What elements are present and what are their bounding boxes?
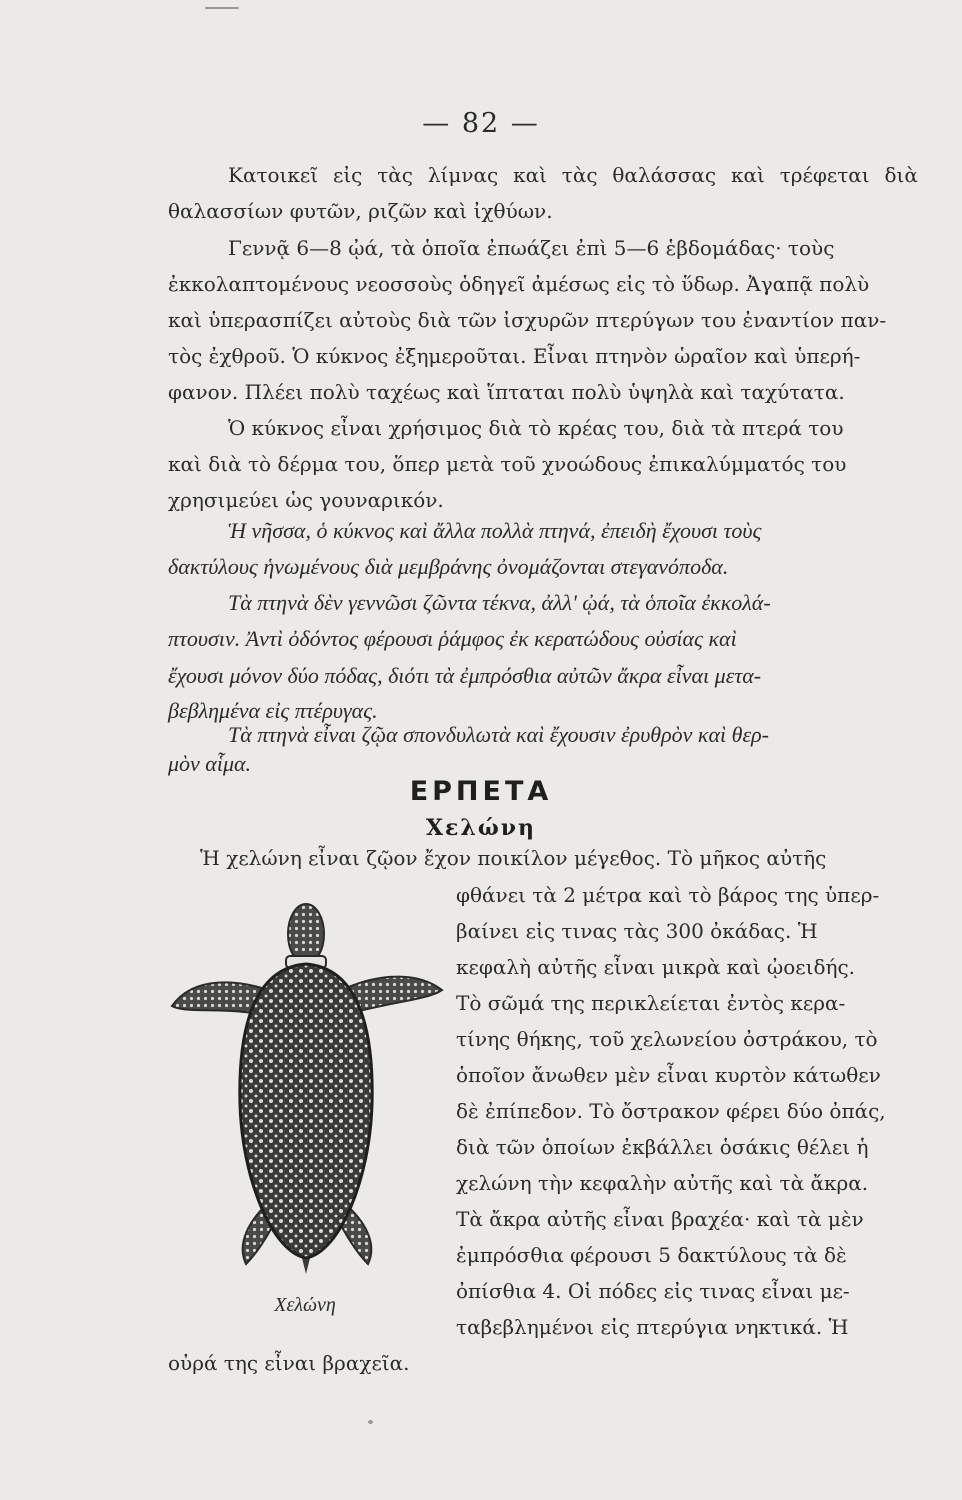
subsection-title: Χελώνη xyxy=(425,815,537,841)
italic-line: ἔχουσι μόνον δύο πόδας, διότι τὰ ἐμπρόσθια αὐτῶν ἄκρα εἶναι μετα- xyxy=(168,663,762,688)
section-title: ΕΡΠΕΤΑ xyxy=(409,776,553,807)
italic-line: μὸν αἷμα. xyxy=(168,751,252,776)
turtle-text-line: κεφαλὴ αὐτῆς εἶναι μικρὰ καὶ ᾠοειδής. xyxy=(456,955,856,979)
turtle-text-line: ὁποῖον ἄνωθεν μὲν εἶναι κυρτὸν κάτωθεν xyxy=(456,1063,881,1087)
turtle-text-line: Τὸ σῶμά της περικλείεται ἐντὸς κερα- xyxy=(456,991,846,1015)
scan-mark xyxy=(205,7,239,9)
paragraph-line: Ὁ κύκνος εἶναι χρήσιμος διὰ τὸ κρέας του, διὰ τὰ πτερά του xyxy=(228,416,844,440)
turtle-text-line: Τὰ ἄκρα αὐτῆς εἶναι βραχέα· καὶ τὰ μὲν xyxy=(456,1207,864,1231)
italic-line: δακτύλους ἡνωμένους διὰ μεμβράνης ὀνομάζονται στεγανόποδα. xyxy=(168,554,729,579)
paragraph-line: ἐκκολαπτομένους νεοσσοὺς ὁδηγεῖ ἀμέσως εἰς τὸ ὕδωρ. Ἀγαπᾷ πολὺ xyxy=(168,272,870,296)
paragraph-line: τὸς ἐχθροῦ. Ὁ κύκνος ἐξημεροῦται. Εἶναι πτηνὸν ὡραῖον καὶ ὑπερή- xyxy=(168,344,861,368)
paragraph-line: χρησιμεύει ὡς γουναρικόν. xyxy=(168,488,444,512)
paragraph-line: καὶ ὑπερασπίζει αὐτοὺς διὰ τῶν ἰσχυρῶν πτερύγων του ἐναντίον παν- xyxy=(168,308,887,332)
paragraph-line: Κατοικεῖ εἰς τὰς λίμνας καὶ τὰς θαλάσσας καὶ τρέφεται διὰ xyxy=(228,163,918,187)
scan-speck xyxy=(368,1420,373,1424)
turtle-text-line: διὰ τῶν ὁποίων ἐκβάλλει ὁσάκις θέλει ἡ xyxy=(456,1135,869,1159)
turtle-text-line: ὀπίσθια 4. Οἱ πόδες εἰς τινας εἶναι με- xyxy=(456,1279,850,1303)
turtle-text-line: Ἡ χελώνη εἶναι ζῷον ἔχον ποικίλον μέγεθος. Τὸ μῆκος αὐτῆς xyxy=(200,846,827,870)
figure-caption: Χελώνη xyxy=(274,1294,336,1316)
turtle-text-line: τίνης θήκης, τοῦ χελωνείου ὀστράκου, τὸ xyxy=(456,1027,878,1051)
paragraph-line: καὶ διὰ τὸ δέρμα του, ὅπερ μετὰ τοῦ χνοώδους ἐπικαλύμματός του xyxy=(168,452,847,476)
turtle-text-line: ταβεβλημένοι εἰς πτερύγια νηκτικά. Ἡ xyxy=(456,1315,849,1339)
italic-line: Ἡ νῆσσα, ὁ κύκνος καὶ ἄλλα πολλὰ πτηνά, ἐπειδὴ ἔχουσι τοὺς xyxy=(228,518,762,543)
turtle-text-line: οὐρά της εἶναι βραχεῖα. xyxy=(168,1351,410,1375)
turtle-text-line: χελώνη τὴν κεφαλὴν αὐτῆς καὶ τὰ ἄκρα. xyxy=(456,1171,869,1195)
turtle-text-line: δὲ ἐπίπεδον. Τὸ ὄστρακον φέρει δύο ὀπάς, xyxy=(456,1099,886,1123)
italic-line: πτουσιν. Ἀντὶ ὀδόντος φέρουσι ῥάμφος ἐκ κερατώδους οὐσίας καὶ xyxy=(168,626,737,651)
italic-line: βεβλημένα εἰς πτέρυγας. xyxy=(168,698,378,723)
italic-line: Τὰ πτηνὰ δὲν γεννῶσι ζῶντα τέκνα, ἀλλ' ᾠά, τὰ ὁποῖα ἐκκολά- xyxy=(228,590,771,615)
turtle-text-line: ἐμπρόσθια φέρουσι 5 δακτύλους τὰ δὲ xyxy=(456,1243,847,1267)
page-number: — 82 — xyxy=(422,108,540,139)
paragraph-line: Γεννᾷ 6—8 ᾠά, τὰ ὁποῖα ἐπωάζει ἐπὶ 5—6 ἑβδομάδας· τοὺς xyxy=(228,236,835,260)
paragraph-line: φανον. Πλέει πολὺ ταχέως καὶ ἵπταται πολὺ ὑψηλὰ καὶ ταχύτατα. xyxy=(168,380,845,404)
turtle-text-line: βαίνει εἰς τινας τὰς 300 ὀκάδας. Ἡ xyxy=(456,919,818,943)
sea-turtle-illustration xyxy=(168,898,444,1290)
turtle-text-line: φθάνει τὰ 2 μέτρα καὶ τὸ βάρος της ὑπερ- xyxy=(456,883,880,907)
italic-line: Τὰ πτηνὰ εἶναι ζῷα σπονδυλωτὰ καὶ ἔχουσιν ἐρυθρὸν καὶ θερ- xyxy=(228,722,770,747)
paragraph-line: θαλασσίων φυτῶν, ριζῶν καὶ ἰχθύων. xyxy=(168,199,553,223)
